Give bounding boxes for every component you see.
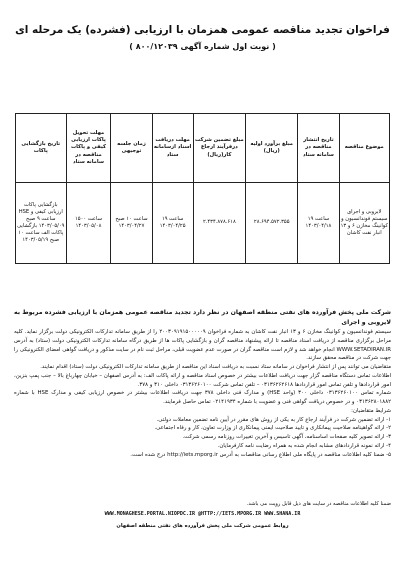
header-guarantee: مبلغ تضمین شرکت درفرآیند ارجاع کار(ریال) — [193, 114, 245, 183]
body-lead: شرکت ملی پخش فرآورده های نفتی منطقه اصفهان در نظر دارد تجدید مناقصه عمومی همزمان با ارزیابی فشرده مربوط به لایروبی و اجرای — [14, 309, 391, 327]
cell-briefing: ساعت ۱۰ صبح ۱۴۰۳/۰۴/۲۷ — [111, 183, 152, 264]
notice-title: فراخوان تجدید مناقصه عمومی همزمان با ارزیابی (فشرده) یک مرحله ای — [15, 24, 390, 36]
footer-signature: روابط عمومی شرکت ملی پخش فرآورده های نفتی منطقه اصفهان — [116, 522, 289, 529]
body-paragraph: اطلاعات تماس دستگاه مناقصه گزار جهت دریافت اطلاعات بیشتر در خصوص اسناد مناقصه و ارائه پاکات الف: به آدرس اصفهان – خیابان چهارباغ بالا – جنب پمپ بنزین، امور قراردادها و تلفن تماس امور قراردادها ۰۳۱۳۶۲۶۲۶۱۸ – تلفن تماس شرکت ۰۳۱۳۶۲۶۰۱۰۰ داخلی ۳۱۰ و ۳۷۸. — [14, 372, 391, 388]
body-paragraph: متقاضیان می توانند پس از انتشار فراخوان در سامانه ستاد نسبت به دریافت اسناد این مناقصه از طریق سامانه تدارکات الکترونیکی دولت (ستاد) اقدام نمایند. — [40, 364, 391, 371]
header-briefing: زمان جلسه توجیهی — [111, 114, 152, 183]
tender-table-header-row — [16, 114, 390, 183]
cell-guarantee: ۲.۴۳۴.۸۷۸.۶۱۸ — [193, 183, 245, 264]
body-paragraph: ۲- ارائه گواهینامه صلاحیت پیمانکاری و تایید صلاحیت ایمنی پیمانکاری از وزارت تعاون، کار و رفاه اجتماعی. — [154, 425, 391, 432]
header-doc-deadline: مهلت دریافت اسناد ازسامانه ستاد — [152, 114, 193, 183]
cell-subject: لایروبی و اجرای سیستم فوندانسیون و کوانینگ مخازن ۶ و ۱۳ انبار نفت کاشان — [339, 183, 389, 264]
body-paragraph: ۴- ارائه نمونه قراردادهای مشابه انجام شده به همراه رضایت نامه کارفرمایان. — [217, 442, 391, 449]
header-opening-date: تاریخ بازگشایی پاکات — [16, 114, 67, 183]
footer-note: ضمنا کلیه اطلاعات مناقصه در سایت های ذیل قابل رویت می باشد. — [246, 501, 391, 507]
tender-table — [15, 113, 390, 264]
body-paragraph: ۱- ارائه تضمین شرکت در فرآیند ارجاع کار به یکی از روش های مقرر در آیین نامه تضمین معاملات دولتی. — [156, 416, 391, 423]
header-submission-deadline: مهلت تحویل پاکات ارزیابی کیفی و پاکات مناقصه در سامانه ستاد — [66, 114, 111, 183]
notice-subtitle: ( نوبت اول شماره آگهی ۸۰۰/۱۲۰۳۹ ) — [129, 42, 276, 51]
body-paragraph: شماره تماس ۰۳۱۳۶۲۶۰۱۰۰ داخلی ۳۰۰ (واحد HSE) و مدارک فنی داخلی ۳۷۸ جهت دریافت اطلاعات بیشتر در خصوص ارزیابی کیفی و مدارک HSE با شماره ۰۳۱۳۶۲۸۰۱۸۸۲ و در خصوص دریافت گواهی فنی و عضویت با شماره ۰۲۱۴۱۹۳۴ تماس حاصل فرمایند. — [14, 390, 391, 406]
cell-submission-deadline: ساعت ۱۵۰۰ ۱۴۰۳/۰۵/۰۸ — [66, 183, 111, 264]
cell-opening-date: بازگشایی پاکات ارزیابی کیفی و HSE ساعت ۹ صبح ۱۴۰۳/۰۵/۰۹ بازگشایی پاکات الف ساعت ۱۰ صبح ۱۴۰۳/۰۵/۱۹ — [16, 183, 67, 264]
notice-footer — [14, 500, 391, 530]
body-paragraph: سیستم فوندانسیون و کوانینگ مخازن ۶ و ۱۳ انبار نفت کاشان به شماره فراخوان ۲۰۰۳۰۹۱۹۱۵۰۰۰۰۰۹ را از طریق سامانه تدارکات الکترونیکی دولت برگزار نماید. کلیه مراحل برگزاری مناقصه از دریافت اسناد مناقصه تا ارائه پیشنهاد مناقصه گران و بازگشایی پاکات ها از طریق درگاه سامانه تدارکات الکترونیکی دولت (ستاد) به آدرس WWW.SETADIRAN.IR انجام خواهد شد و لازم است مناقصه گران در صورت عدم عضویت قبلی، مراحل ثبت نام در سایت مذکور و دریافت گواهی امضای الکترونیکی را جهت شرکت در مناقصه محقق سازند. — [14, 329, 391, 362]
cell-doc-deadline: ساعت ۱۹ ۱۴۰۳/۰۴/۲۵ — [152, 183, 193, 264]
body-paragraph: ۵- ضمنا کلیه اطلاعات مناقصه در پایگاه ملی اطلاع رسانی مناقصات به آدرس http://iets.mporg.ir درج شده است. — [130, 451, 391, 458]
cell-publish-date: ساعت ۱۹ ۱۴۰۳/۰۴/۱۸ — [298, 183, 339, 264]
notice-body — [14, 308, 391, 459]
header-publish-date: تاریخ انتشار مناقصه در سامانه ستاد — [298, 114, 339, 183]
body-paragraph: شرایط متقاضیان: — [351, 407, 391, 414]
cell-estimate: ۲۸.۶۹۴.۵۷۲.۳۵۵ — [246, 183, 298, 264]
tender-table-row — [16, 183, 390, 264]
header-subject: موضوع مناقصه — [339, 114, 389, 183]
header-estimate: مبلغ برآورد اولیه (ریال) — [246, 114, 298, 183]
footer-urls[interactable]: WWW.MONAGHESE.PORTAL.NIOPDC.IR @HTTP://IETS.MPORG.IR WWW.SHANA.IR — [104, 511, 301, 518]
body-paragraph: ۳- ارائه تصویر کلیه صفحات اساسنامه، آگهی تاسیس و آخرین تغییرات روزنامه رسمی شرکت. — [182, 434, 391, 441]
